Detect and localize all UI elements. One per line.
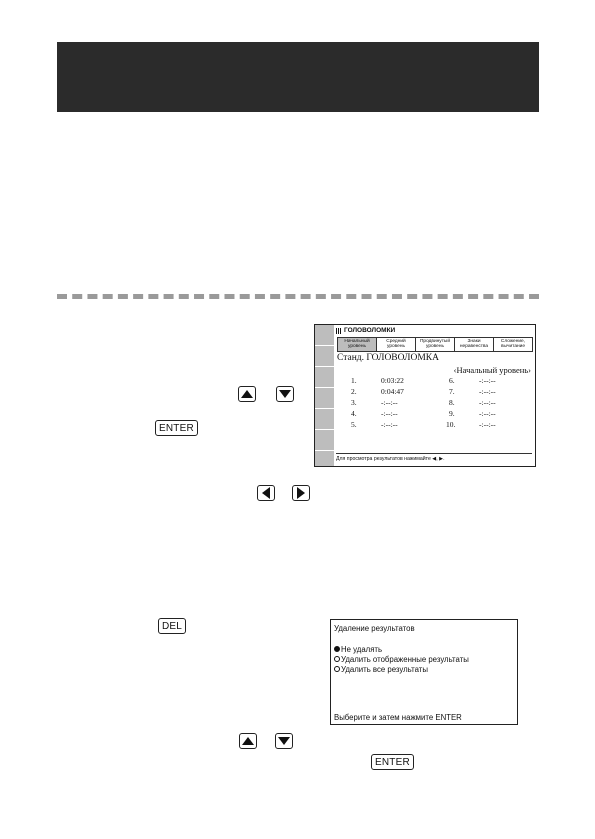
right-arrow-key-icon xyxy=(292,485,310,501)
result-time: -:--:-- xyxy=(381,409,398,418)
result-num: 8. xyxy=(449,398,455,407)
screen-side-strip xyxy=(315,325,334,466)
result-time: -:--:-- xyxy=(479,409,496,418)
tab-advanced[interactable]: Продвинутый уровень xyxy=(416,338,455,351)
result-time: -:--:-- xyxy=(479,420,496,429)
result-time: -:--:-- xyxy=(381,398,398,407)
result-num: 10. xyxy=(446,420,456,429)
menu-icon xyxy=(336,328,342,334)
down-arrow-key-icon xyxy=(276,386,294,402)
dialog-title: Удаление результатов xyxy=(334,624,415,633)
radio-empty-icon xyxy=(334,666,340,672)
result-num: 5. xyxy=(351,420,357,429)
tab-beginner[interactable]: Начальный уровень xyxy=(338,338,377,351)
del-key-icon xyxy=(158,618,186,634)
section-divider xyxy=(57,294,539,299)
radio-empty-icon xyxy=(334,656,340,662)
result-time: -:--:-- xyxy=(479,398,496,407)
result-time: -:--:-- xyxy=(479,376,496,385)
screen-footer-hint: Для просмотра результатов нажимайте ◀, ▶. xyxy=(336,453,532,462)
result-num: 2. xyxy=(351,387,357,396)
level-label: ‹Начальный уровень› xyxy=(453,365,531,375)
enter-key-label: ENTER xyxy=(375,756,410,768)
down-arrow-key-icon xyxy=(275,733,293,749)
option-delete-displayed[interactable]: Удалить отображенные результаты xyxy=(334,655,469,664)
result-num: 7. xyxy=(449,387,455,396)
option-delete-all[interactable]: Удалить все результаты xyxy=(334,665,428,674)
radio-selected-icon xyxy=(334,646,340,652)
result-num: 6. xyxy=(449,376,455,385)
tab-intermediate[interactable]: Средний уровень xyxy=(377,338,416,351)
puzzle-heading: Станд. ГОЛОВОЛОМКА xyxy=(337,353,439,363)
tab-add-subtract[interactable]: Сложение, вычитание xyxy=(500,339,526,350)
result-num: 4. xyxy=(351,409,357,418)
up-arrow-key-icon xyxy=(238,386,256,402)
enter-key-icon xyxy=(155,420,198,436)
result-time: 0:04:47 xyxy=(381,387,404,396)
result-time: 0:03:22 xyxy=(381,376,404,385)
delete-results-dialog xyxy=(330,619,518,725)
left-arrow-key-icon xyxy=(257,485,275,501)
result-num: 1. xyxy=(351,376,357,385)
result-time: -:--:-- xyxy=(479,387,496,396)
tab-inequality[interactable]: Знаки неравенства xyxy=(455,338,494,351)
screen-title-text: ГОЛОВОЛОМКИ xyxy=(344,327,396,334)
enter-key-icon xyxy=(371,754,414,770)
screen-title xyxy=(336,327,395,334)
header-bar xyxy=(57,42,539,112)
results-screen xyxy=(314,324,536,467)
result-num: 3. xyxy=(351,398,357,407)
level-tabs xyxy=(337,337,533,352)
dialog-footer-hint: Выберите и затем нажмите ENTER xyxy=(334,713,462,722)
result-time: -:--:-- xyxy=(381,420,398,429)
enter-key-label: ENTER xyxy=(159,422,194,434)
del-key-label: DEL xyxy=(162,620,183,632)
option-keep[interactable]: Не удалять xyxy=(334,645,382,654)
up-arrow-key-icon xyxy=(239,733,257,749)
result-num: 9. xyxy=(449,409,455,418)
